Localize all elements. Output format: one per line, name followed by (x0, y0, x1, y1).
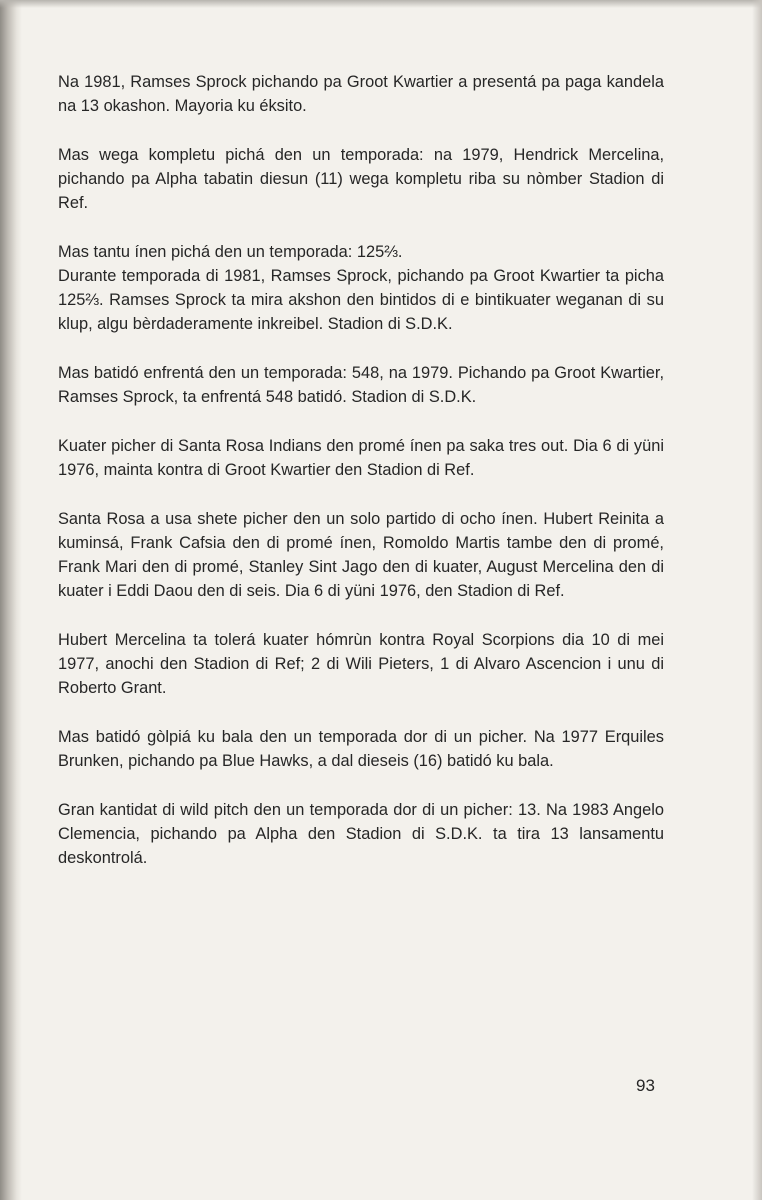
paragraph-four-pitchers-record: Kuater picher di Santa Rosa Indians den promé ínen pa saka tres out. Dia 6 di yüni 1976, mainta kontra di Groot Kwartier den Stadion di Ref. (58, 437, 664, 479)
paragraph-wild-pitch-record: Gran kantidat di wild pitch den un temporada dor di un picher: 13. Na 1983 Angelo Clemencia, pichando pa Alpha den Stadion di S.D.K. ta tira 13 lansamentu deskontrolá. (58, 801, 664, 867)
body-text (58, 70, 664, 870)
paragraph-kandela-record: Na 1981, Ramses Sprock pichando pa Groot Kwartier a presentá pa paga kandela na 13 okashon. Mayoria ku éksito. (58, 73, 664, 115)
paragraph-seven-pitchers-record: Santa Rosa a usa shete picher den un solo partido di ocho ínen. Hubert Reinita a kuminsá, Frank Cafsia den di promé ínen, Romoldo Martis tambe den di promé, Frank Mari den di promé, Stanley Sint Jago den di kuater, August Mercelina den di kuater i Eddi Daou den di seis. Dia 6 di yüni 1976, den Stadion di Ref. (58, 510, 664, 600)
paragraph-hit-batters-record: Mas batidó gòlpiá ku bala den un temporada dor di un picher. Na 1977 Erquiles Brunken, pichando pa Blue Hawks, a dal dieseis (16) batidó ku bala. (58, 728, 664, 770)
page-top-edge (0, 0, 762, 8)
paragraph-batters-faced-record: Mas batidó enfrentá den un temporada: 548, na 1979. Pichando pa Groot Kwartier, Ramses Sprock, ta enfrentá 548 batidó. Stadion di S.D.K. (58, 364, 664, 406)
paragraph-innings-pitched-record: Mas tantu ínen pichá den un temporada: 125⅔. Durante temporada di 1981, Ramses Sprock, pichando pa Groot Kwartier ta picha 125⅔. Ramses Sprock ta mira akshon den bintidos di e bintikuater weganan di su klup, algu bèrdaderamente inkreibel. Stadion di S.D.K. (58, 243, 664, 333)
binding-shadow (0, 0, 22, 1200)
page-number: 93 (636, 1076, 655, 1095)
paragraph-homeruns-allowed-record: Hubert Mercelina ta tolerá kuater hómrùn kontra Royal Scorpions dia 10 di mei 1977, anochi den Stadion di Ref; 2 di Wili Pieters, 1 di Alvaro Ascencion i unu di Roberto Grant. (58, 631, 664, 697)
page-right-edge (752, 0, 762, 1200)
paragraph-complete-games-record: Mas wega kompletu pichá den un temporada: na 1979, Hendrick Mercelina, pichando pa Alpha tabatin diesun (11) wega kompletu riba su nòmber Stadion di Ref. (58, 146, 664, 212)
